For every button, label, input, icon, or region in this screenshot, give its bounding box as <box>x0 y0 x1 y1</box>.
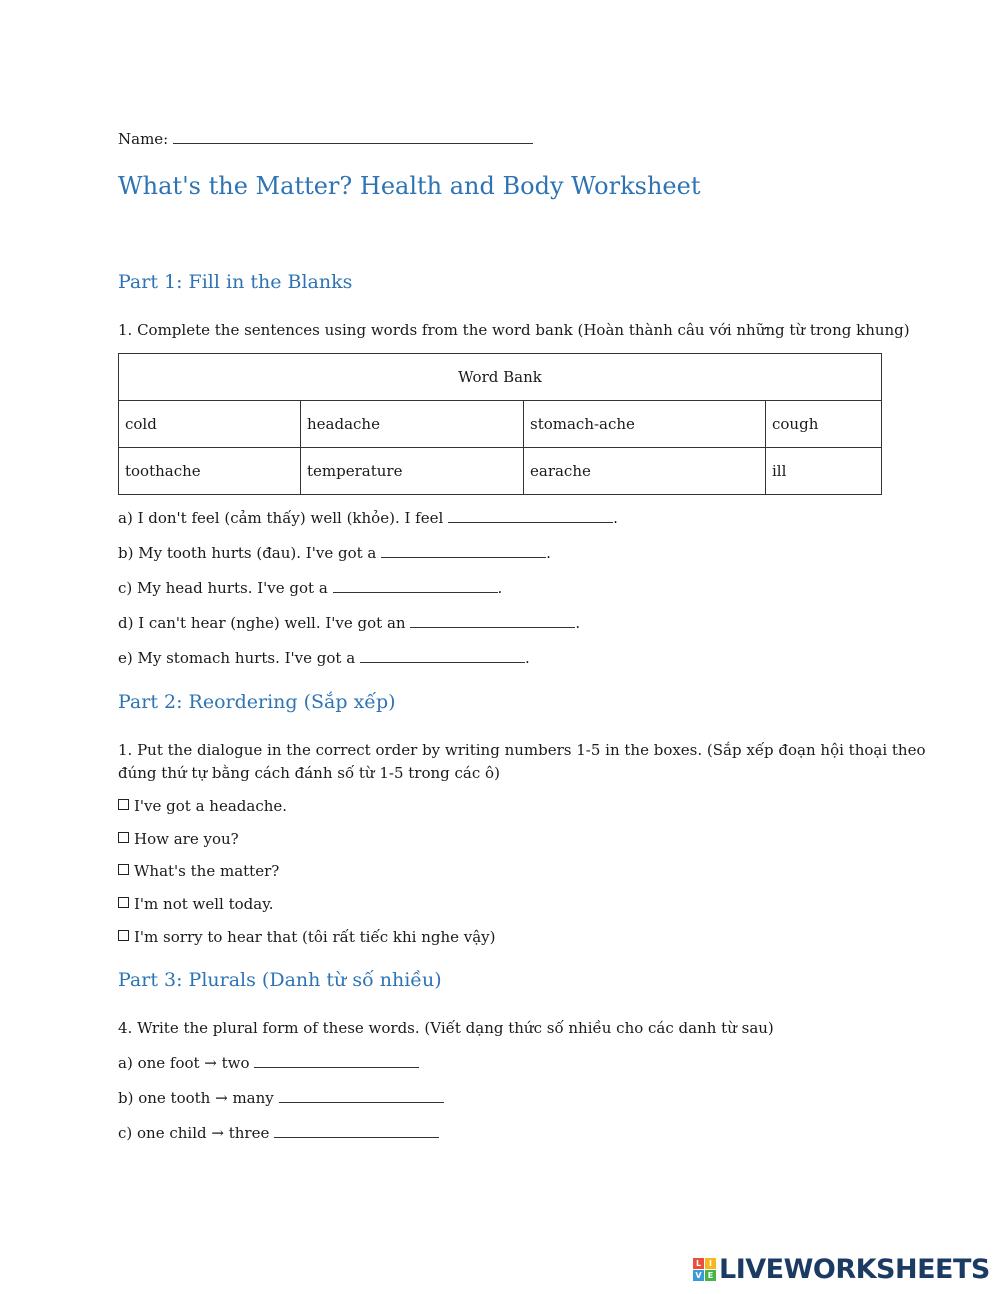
plural-answer-blank[interactable] <box>274 1123 439 1138</box>
reorder-item <box>118 830 239 848</box>
part2-instruction-line2: đúng thứ tự bằng cách đánh số từ 1-5 trong các ô) <box>118 764 500 782</box>
word-bank-title: Word Bank <box>119 354 882 401</box>
plural-item-text: c) one child → three <box>118 1124 270 1142</box>
part3-instruction: 4. Write the plural form of these words. (Viết dạng thức số nhiều cho các danh từ sau) <box>118 1019 774 1037</box>
sentence-end: . <box>575 614 581 632</box>
word-bank-cell: cough <box>766 401 882 448</box>
answer-blank-c[interactable] <box>333 578 498 593</box>
plural-item <box>118 1123 439 1142</box>
plural-item-text: a) one foot → two <box>118 1054 250 1072</box>
logo-text: LIVEWORKSHEETS <box>719 1253 990 1285</box>
plural-answer-blank[interactable] <box>279 1088 444 1103</box>
sentence-end: . <box>524 649 530 667</box>
logo-mark-icon <box>693 1258 716 1281</box>
sentence-text: d) I can't hear (nghe) well. I've got an <box>118 614 406 632</box>
page-title: What's the Matter? Health and Body Worksheet <box>118 172 701 200</box>
reorder-item-text: I'm sorry to hear that (tôi rất tiếc khi nghe vậy) <box>134 928 496 946</box>
part1-instruction: 1. Complete the sentences using words from the word bank (Hoàn thành câu với những từ trong khung) <box>118 321 910 339</box>
order-box[interactable] <box>118 897 129 908</box>
reorder-item-text: What's the matter? <box>134 862 280 880</box>
part1-heading: Part 1: Fill in the Blanks <box>118 271 353 293</box>
sentence-d <box>118 613 580 632</box>
name-label: Name: <box>118 130 169 148</box>
sentence-end: . <box>546 544 551 562</box>
word-bank-table <box>118 353 882 495</box>
sentence-e <box>118 648 530 667</box>
reorder-item <box>118 928 496 946</box>
sentence-c <box>118 578 502 597</box>
logo-mark-letter: E <box>705 1270 716 1281</box>
name-field[interactable] <box>173 129 533 144</box>
answer-blank-e[interactable] <box>360 648 525 663</box>
part2-instruction-line1: 1. Put the dialogue in the correct order by writing numbers 1-5 in the boxes. (Sắp xếp đoạn hội thoại theo <box>118 741 926 759</box>
sentence-a <box>118 508 618 527</box>
logo-mark-letter: I <box>705 1258 716 1269</box>
word-bank-cell: toothache <box>119 448 301 495</box>
reorder-item <box>118 862 279 880</box>
reorder-item-text: I've got a headache. <box>134 797 288 815</box>
part3-heading: Part 3: Plurals (Danh từ số nhiều) <box>118 969 442 991</box>
word-bank-cell: stomach-ache <box>524 401 766 448</box>
sentence-b <box>118 543 551 562</box>
reorder-item-text: I'm not well today. <box>134 895 274 913</box>
part2-heading: Part 2: Reordering (Sắp xếp) <box>118 691 396 713</box>
word-bank-cell: cold <box>119 401 301 448</box>
order-box[interactable] <box>118 832 129 843</box>
sentence-text: c) My head hurts. I've got a <box>118 579 328 597</box>
liveworksheets-logo <box>693 1255 990 1283</box>
answer-blank-d[interactable] <box>410 613 575 628</box>
word-bank-cell: headache <box>301 401 524 448</box>
logo-mark-letter: L <box>693 1258 704 1269</box>
plural-item-text: b) one tooth → many <box>118 1089 274 1107</box>
order-box[interactable] <box>118 799 129 810</box>
order-box[interactable] <box>118 930 129 941</box>
word-bank-cell: temperature <box>301 448 524 495</box>
word-bank-cell: earache <box>524 448 766 495</box>
order-box[interactable] <box>118 864 129 875</box>
plural-item <box>118 1088 444 1107</box>
reorder-item <box>118 895 273 913</box>
answer-blank-b[interactable] <box>381 543 546 558</box>
plural-item <box>118 1053 419 1072</box>
reorder-item <box>118 797 287 815</box>
plural-answer-blank[interactable] <box>254 1053 419 1068</box>
sentence-end: . <box>497 579 503 597</box>
reorder-item-text: How are you? <box>134 830 239 848</box>
logo-mark-letter: V <box>693 1270 704 1281</box>
sentence-end: . <box>613 509 618 527</box>
answer-blank-a[interactable] <box>448 508 613 523</box>
word-bank-row <box>119 401 882 448</box>
sentence-text: a) I don't feel (cảm thấy) well (khỏe). I feel <box>118 509 444 527</box>
name-line <box>118 129 533 148</box>
word-bank-row <box>119 448 882 495</box>
sentence-text: e) My stomach hurts. I've got a <box>118 649 356 667</box>
sentence-text: b) My tooth hurts (đau). I've got a <box>118 544 377 562</box>
word-bank-cell: ill <box>766 448 882 495</box>
